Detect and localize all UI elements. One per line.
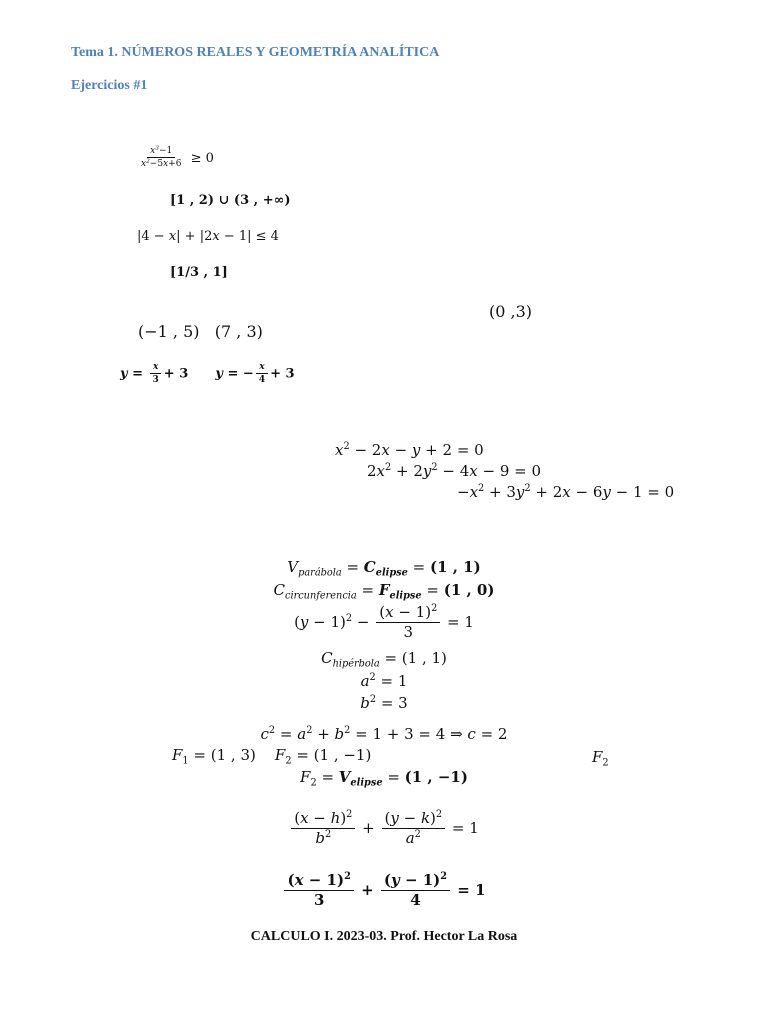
answer-interval-1: [1 , 2) ∪ (3 , +∞) [170,193,291,208]
b-squared-line: $b^2 = 3$ [360,694,408,712]
rational-inequality: $\frac{x^3-1}{x^2-5x+6}$ ≥ 0 [136,146,214,170]
a-squared-line: $a^2 = 1$ [360,672,408,690]
vertex-parabola-line: $V_{parábola} = C_{elipse} = (1$ , 1) [287,558,481,579]
exercise-set-label: Ejercicios #1 [71,78,148,93]
footer-credit: CALCULO I. 2023-03. Prof. Hector La Rosa [250,929,518,944]
ellipse-general-form: $\frac{(x - h)^2}{b^2}$ + $\frac{(y - k)^2}{a^2}$ = 1 [0,810,768,848]
f2-vertex-ellipse-line: $F_2 = V_{elipse} = (1$ , −1) [300,768,468,789]
foci-line: $F_1 = (1$ , 3) $F_2 = (1$ , −1) [172,746,372,767]
line-equations: y = $\frac{x}{3}$ + 3 y = − $\frac{x}{4}$ + 3 [120,362,295,386]
circle-equation: $2x^2 + 2y^2 - 4x - 9 = 0$ [367,462,542,480]
rational-fraction: $\frac{x^3-1}{x^2-5x+6}$ [141,145,182,170]
ellipse-answer: $\frac{(x - 1)^2}{3}$ + $\frac{(y - 1)^2}{4}$ = 1 [0,872,768,910]
page-title: Tema 1. NÚMEROS REALES Y GEOMETRÍA ANALÍTICA [71,45,440,60]
absolute-value-inequality: |4 − x| + |2x − 1| ≤ 4 [137,229,279,244]
c-computation-line: $c^2 = a^2 + b^2 = 1 + 3 = 4$ ⇒ c = 2 [260,725,508,743]
points-pair: (−1 , 5) (7 , 3) [138,322,263,341]
center-circle-line: $C_{circunferencia} = F_{elipse} = (1$ , 0) [273,581,495,602]
hyperbola-equation: $-x^2 + 3y^2 + 2x - 6y - 1 = 0$ [457,483,675,501]
hyperbola-standard-form: $(y - 1)^2$ − $\frac{(x - 1)^2}{3}$ = 1 [294,603,474,642]
f2-label: $F_2$ [592,748,609,769]
point-0-3: (0 ,3) [489,302,533,321]
answer-interval-2: [1/3 , 1] [170,265,228,280]
center-hyperbola-line: $C_{hipérbola} = (1$ , 1) [321,649,447,670]
parabola-equation: $x^2 - 2x - y + 2 = 0$ [335,441,484,459]
